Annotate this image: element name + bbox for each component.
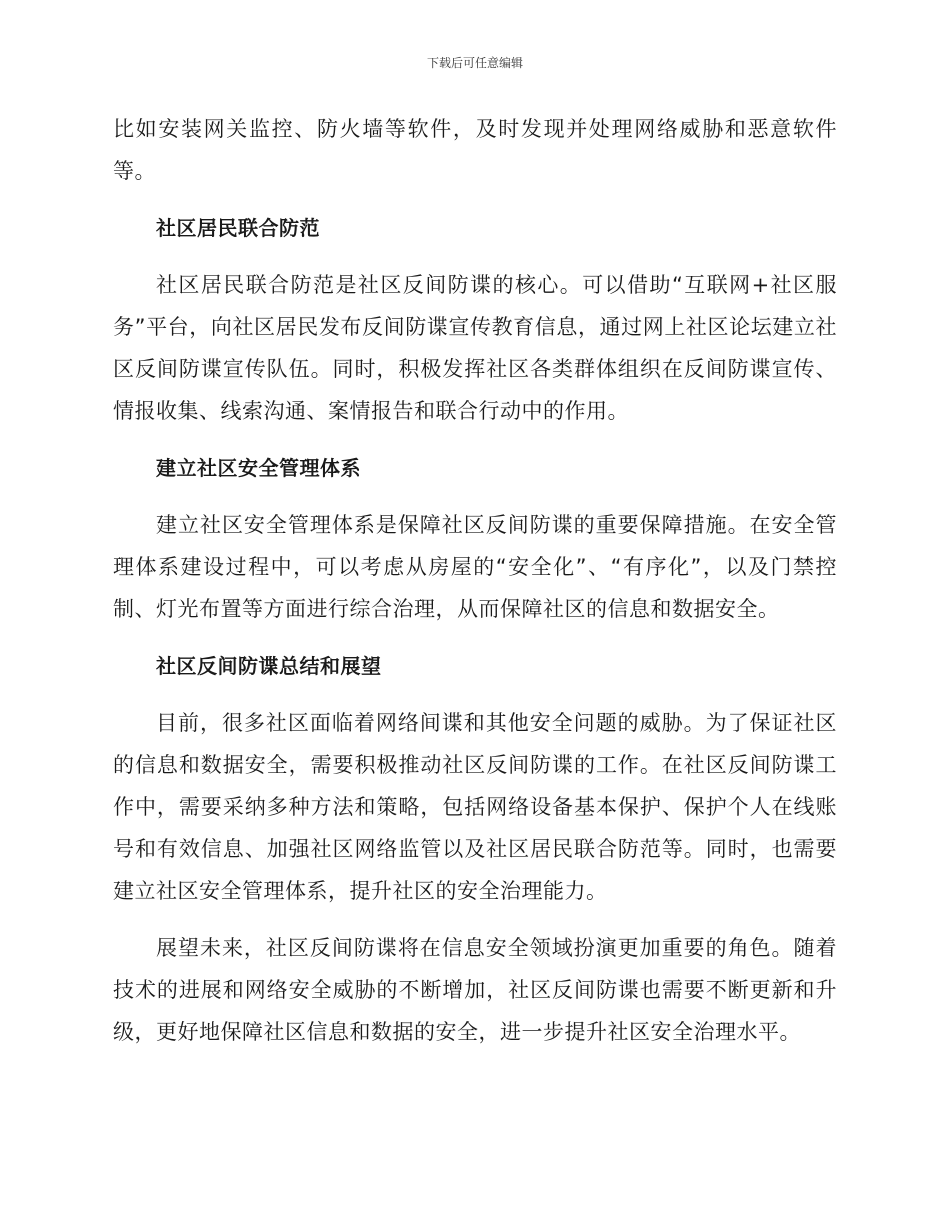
paragraph-summary: 目前，很多社区面临着网络间谍和其他安全问题的威胁。为了保证社区的信息和数据安全，需要积极推动社区反间防谍的工作。在社区反间防谍工作中，需要采纳多种方法和策略，包括网络设备基本保护、保护个人在线账号和有效信息、加强社区网络监管以及社区居民联合防范等。同时，也需要建立社区安全管理体系，提升社区的安全治理能力。 <box>113 711 837 903</box>
paragraph-resident-joint-defense: 社区居民联合防范是社区反间防谍的核心。可以借助“互联网+社区服务”平台，向社区居民发布反间防谍宣传教育信息，通过网上社区论坛建立社区反间防谍宣传队伍。同时，积极发挥社区各类群体组织在反间防谍宣传、情报收集、线索沟通、案情报告和联合行动中的作用。 <box>113 273 837 423</box>
paragraph-continuation: 比如安装网关监控、防火墙等软件，及时发现并处理网络威胁和恶意软件等。 <box>113 117 837 183</box>
section-heading-resident-joint-defense: 社区居民联合防范 <box>156 216 320 240</box>
page-header: 下载后可任意编辑 <box>426 56 523 70</box>
section-heading-summary-outlook: 社区反间防谍总结和展望 <box>156 654 382 678</box>
paragraph-security-management-system: 建立社区安全管理体系是保障社区反间防谍的重要保障措施。在安全管理体系建设过程中，可以考虑从房屋的“安全化”、“有序化”，以及门禁控制、灯光布置等方面进行综合治理，从而保障社区的信息和数据安全。 <box>113 513 837 621</box>
paragraph-outlook: 展望未来，社区反间防谍将在信息安全领域扮演更加重要的角色。随着技术的进展和网络安全威胁的不断增加，社区反间防谍也需要不断更新和升级，更好地保障社区信息和数据的安全，进一步提升社区安全治理水平。 <box>113 936 837 1044</box>
document-body <box>113 108 837 1053</box>
section-heading-security-management-system: 建立社区安全管理体系 <box>156 456 361 480</box>
